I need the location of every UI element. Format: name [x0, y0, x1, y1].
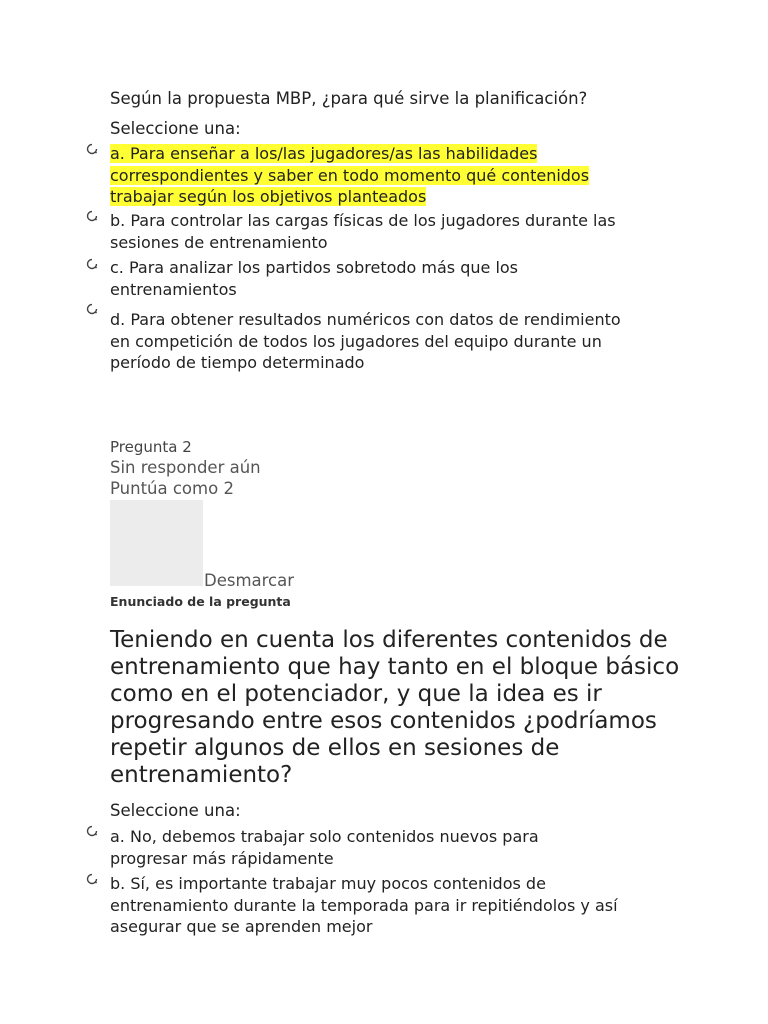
q2-option-a-radio-icon[interactable]	[86, 825, 98, 837]
q1-option-b-line-2: sesiones de entrenamiento	[110, 232, 328, 252]
question-2-number: Pregunta 2	[110, 438, 192, 456]
q1-option-d-radio-icon[interactable]	[86, 303, 98, 315]
q2-option-a-line-1: a. No, debemos trabajar solo contenidos nuevos para	[110, 827, 539, 846]
question-1-text: Según la propuesta MBP, ¿para qué sirve la planificación?	[110, 89, 588, 108]
q1-option-c-line-1: c. Para analizar los partidos sobretodo más que los	[110, 258, 519, 277]
flag-box[interactable]	[110, 500, 203, 586]
q2-option-a[interactable]	[110, 826, 710, 869]
q1-option-d[interactable]	[110, 309, 710, 374]
q1-option-c[interactable]	[110, 257, 710, 300]
q1-option-a-radio-icon[interactable]	[86, 143, 98, 155]
statement-label: Enunciado de la pregunta	[110, 594, 291, 609]
unflag-link[interactable]: Desmarcar	[204, 571, 295, 590]
q1-option-d-line-1: d. Para obtener resultados numéricos con datos de rendimiento	[110, 310, 621, 329]
q1-option-a-line-2: correspondientes y saber en todo momento qué contenidos	[110, 165, 590, 185]
q2-option-a-line-2: progresar más rápidamente	[110, 848, 334, 868]
q1-option-c-radio-icon[interactable]	[86, 258, 98, 270]
q2-option-b[interactable]	[110, 873, 710, 938]
q1-option-d-line-3: período de tiempo determinado	[110, 353, 365, 372]
q2-text-line-3: como en el potenciador, y que la idea es ir	[110, 681, 602, 707]
q2-option-b-line-3: asegurar que se aprenden mejor	[110, 917, 373, 936]
question-2-status: Sin responder aún	[110, 458, 261, 477]
q2-text-line-1: Teniendo en cuenta los diferentes contenidos de	[110, 627, 668, 653]
q2-text-line-5: repetir algunos de ellos en sesiones de	[110, 735, 560, 761]
q1-option-d-line-2: en competición de todos los jugadores del equipo durante un	[110, 331, 602, 351]
question-2-text	[110, 627, 730, 789]
q2-text-line-4: progresando entre esos contenidos ¿podríamos	[110, 708, 657, 734]
q1-option-a[interactable]	[110, 143, 710, 208]
q1-option-b[interactable]	[110, 210, 710, 253]
q1-option-a-line-1: a. Para enseñar a los/las jugadores/as las habilidades	[110, 144, 538, 163]
q2-option-b-radio-icon[interactable]	[86, 873, 98, 885]
q2-option-b-line-2: entrenamiento durante la temporada para ir repitiéndolos y así	[110, 895, 618, 915]
question-2-prompt: Seleccione una:	[110, 801, 241, 820]
question-1-prompt: Seleccione una:	[110, 119, 241, 138]
q1-option-c-line-2: entrenamientos	[110, 279, 237, 299]
q2-option-b-line-1: b. Sí, es importante trabajar muy pocos contenidos de	[110, 874, 546, 893]
q1-option-b-line-1: b. Para controlar las cargas físicas de los jugadores durante las	[110, 211, 616, 230]
q1-option-a-line-3: trabajar según los objetivos planteados	[110, 187, 427, 206]
q1-option-b-radio-icon[interactable]	[86, 210, 98, 222]
q2-text-line-6: entrenamiento?	[110, 762, 293, 788]
question-2-points: Puntúa como 2	[110, 479, 234, 498]
q2-text-line-2: entrenamiento que hay tanto en el bloque básico	[110, 654, 680, 680]
